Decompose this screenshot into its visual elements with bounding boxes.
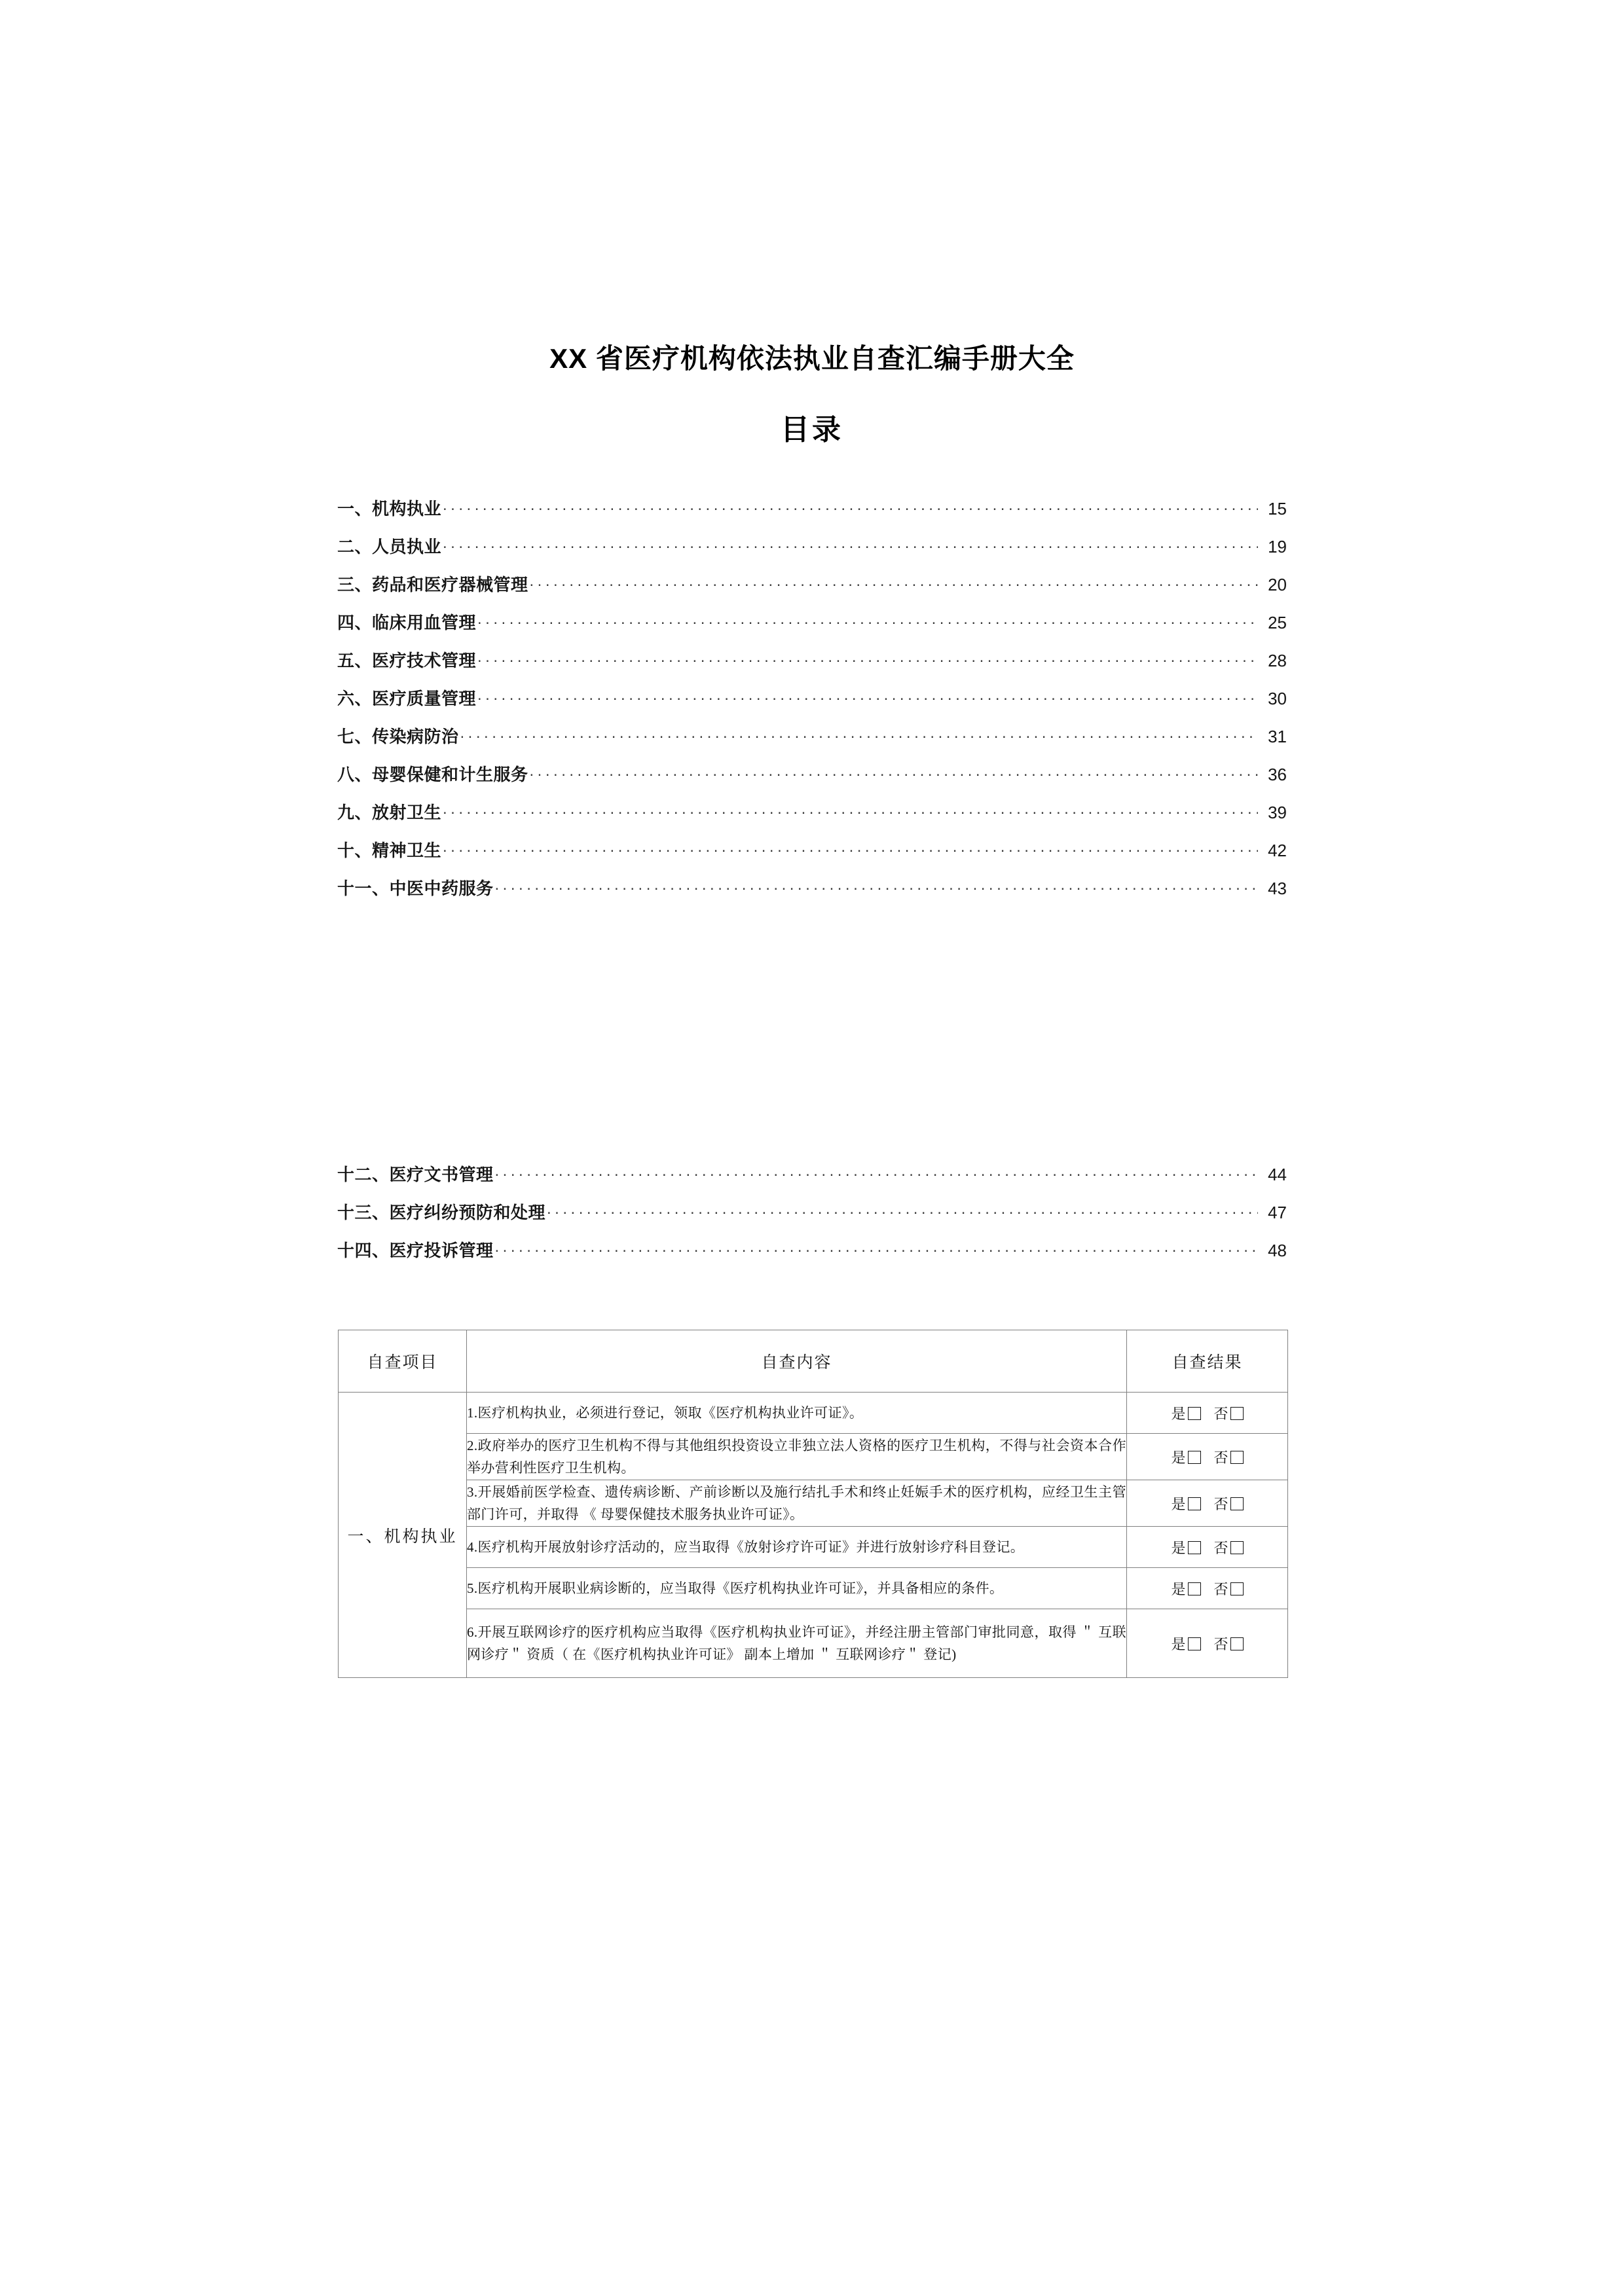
toc-entry[interactable] xyxy=(337,490,1287,528)
toc-entry[interactable] xyxy=(337,718,1287,756)
toc-entry-label: 九、放射卫生 xyxy=(337,803,442,822)
toc-dot-leader xyxy=(530,772,1258,788)
checkbox-icon[interactable] xyxy=(1188,1541,1201,1554)
cell-inspection-content: 5.医疗机构开展职业病诊断的，应当取得《医疗机构执业许可证》，并具备相应的条件。 xyxy=(467,1568,1127,1609)
cell-item-category: 一、机构执业 xyxy=(339,1393,467,1678)
toc-entry-label: 五、医疗技术管理 xyxy=(337,651,477,670)
checkbox-icon[interactable] xyxy=(1230,1541,1244,1554)
checkbox-icon[interactable] xyxy=(1188,1451,1201,1464)
header-result: 自查结果 xyxy=(1127,1330,1288,1393)
toc-dot-leader xyxy=(460,734,1258,750)
checkbox-icon[interactable] xyxy=(1188,1637,1201,1650)
toc-entry[interactable] xyxy=(337,869,1287,907)
toc-entry-page-number: 28 xyxy=(1268,651,1287,670)
cell-inspection-content: 1.医疗机构执业，必须进行登记，领取《医疗机构执业许可证》。 xyxy=(467,1393,1127,1434)
toc-entry-label: 十二、医疗文书管理 xyxy=(337,1165,494,1184)
toc-entry-label: 十一、中医中药服务 xyxy=(337,879,494,898)
result-option-yes[interactable] xyxy=(1171,1447,1200,1467)
cell-inspection-result xyxy=(1127,1527,1288,1568)
toc-entry-page-number: 48 xyxy=(1268,1241,1287,1260)
result-option-yes-label: 是 xyxy=(1171,1539,1186,1556)
toc-entry[interactable] xyxy=(337,831,1287,869)
result-option-yes[interactable] xyxy=(1171,1578,1200,1599)
header-item: 自查项目 xyxy=(339,1330,467,1393)
result-option-no[interactable] xyxy=(1214,1578,1244,1599)
toc-entry-label: 一、机构执业 xyxy=(337,499,442,519)
self-inspection-table xyxy=(338,1330,1288,1678)
toc-entry-label: 三、药品和医疗器械管理 xyxy=(337,575,528,594)
checkbox-icon[interactable] xyxy=(1230,1451,1244,1464)
result-option-yes[interactable] xyxy=(1171,1493,1200,1514)
toc-entry[interactable] xyxy=(337,566,1287,604)
cell-inspection-content: 6.开展互联网诊疗的医疗机构应当取得《医疗机构执业许可证》，并经注册主管部门审批同意，取得 ＂ 互联网诊疗＂ 资质（ 在《医疗机构执业许可证》 副本上增加 ＂ 互联网诊疗＂ 登记) xyxy=(467,1609,1127,1678)
cell-inspection-result xyxy=(1127,1434,1288,1480)
toc-dot-leader xyxy=(443,506,1258,522)
result-option-no[interactable] xyxy=(1214,1537,1244,1558)
toc-entry-label: 十四、医疗投诉管理 xyxy=(337,1241,494,1260)
toc-entry[interactable] xyxy=(337,756,1287,793)
toc-entry-label: 七、传染病防治 xyxy=(337,727,459,746)
toc-entry-page-number: 39 xyxy=(1268,803,1287,822)
toc-entry-page-number: 30 xyxy=(1268,689,1287,708)
result-option-no-label: 否 xyxy=(1213,1635,1228,1652)
table-row xyxy=(339,1434,1288,1480)
toc-dot-leader xyxy=(495,1172,1258,1188)
toc-dot-leader xyxy=(495,1248,1258,1264)
cell-inspection-result xyxy=(1127,1480,1288,1527)
checkbox-icon[interactable] xyxy=(1230,1497,1244,1510)
result-option-yes-label: 是 xyxy=(1171,1635,1186,1652)
result-option-yes-label: 是 xyxy=(1171,1495,1186,1512)
table-header-row xyxy=(339,1330,1288,1393)
toc-entry-page-number: 47 xyxy=(1268,1203,1287,1222)
result-option-no-label: 否 xyxy=(1213,1539,1228,1556)
toc-list-primary xyxy=(337,490,1287,907)
toc-entry-label: 二、人员执业 xyxy=(337,537,442,556)
table-row xyxy=(339,1568,1288,1609)
checkbox-icon[interactable] xyxy=(1188,1582,1201,1595)
toc-entry[interactable] xyxy=(337,528,1287,566)
toc-list-continued xyxy=(337,1156,1287,1269)
toc-entry-page-number: 25 xyxy=(1268,613,1287,632)
result-option-no-label: 否 xyxy=(1213,1449,1228,1466)
checkbox-icon[interactable] xyxy=(1230,1637,1244,1650)
checkbox-icon[interactable] xyxy=(1230,1582,1244,1595)
toc-dot-leader xyxy=(477,620,1258,636)
result-option-no-label: 否 xyxy=(1213,1580,1228,1597)
toc-entry-page-number: 15 xyxy=(1268,499,1287,519)
toc-heading: 目录 xyxy=(781,414,843,446)
toc-entry-page-number: 44 xyxy=(1268,1165,1287,1184)
table-row xyxy=(339,1480,1288,1527)
toc-entry-label: 六、医疗质量管理 xyxy=(337,689,477,708)
toc-entry-page-number: 43 xyxy=(1268,879,1287,898)
cell-inspection-result xyxy=(1127,1609,1288,1678)
toc-dot-leader xyxy=(443,810,1258,826)
toc-dot-leader xyxy=(477,696,1258,712)
toc-entry-page-number: 36 xyxy=(1268,765,1287,784)
result-option-yes-label: 是 xyxy=(1171,1449,1186,1466)
toc-entry[interactable] xyxy=(337,1194,1287,1231)
toc-entry[interactable] xyxy=(337,1156,1287,1194)
toc-dot-leader xyxy=(477,658,1258,674)
toc-entry[interactable] xyxy=(337,642,1287,680)
toc-dot-leader xyxy=(530,582,1258,598)
result-option-yes[interactable] xyxy=(1171,1537,1200,1558)
result-option-yes[interactable] xyxy=(1171,1633,1200,1654)
toc-entry-label: 十三、医疗纠纷预防和处理 xyxy=(337,1203,546,1222)
result-option-yes-label: 是 xyxy=(1171,1580,1186,1597)
toc-entry[interactable] xyxy=(337,793,1287,831)
result-option-no[interactable] xyxy=(1214,1633,1244,1654)
toc-entry[interactable] xyxy=(337,1231,1287,1269)
toc-entry-page-number: 20 xyxy=(1268,575,1287,594)
checkbox-icon[interactable] xyxy=(1230,1407,1244,1420)
cell-inspection-content: 4.医疗机构开展放射诊疗活动的，应当取得《放射诊疗许可证》并进行放射诊疗科目登记。 xyxy=(467,1527,1127,1568)
toc-dot-leader xyxy=(495,886,1258,902)
result-option-no-label: 否 xyxy=(1213,1495,1228,1512)
cell-inspection-content: 3.开展婚前医学检查、遗传病诊断、产前诊断以及施行结扎手术和终止妊娠手术的医疗机构，应经卫生主管部门许可，并取得 《 母婴保健技术服务执业许可证》。 xyxy=(467,1480,1127,1527)
toc-entry[interactable] xyxy=(337,604,1287,642)
toc-entry-page-number: 19 xyxy=(1268,537,1287,556)
cell-inspection-content: 2.政府举办的医疗卫生机构不得与其他组织投资设立非独立法人资格的医疗卫生机构，不得与社会资本合作举办营利性医疗卫生机构。 xyxy=(467,1434,1127,1480)
result-option-no[interactable] xyxy=(1214,1493,1244,1514)
result-option-yes-label: 是 xyxy=(1171,1405,1186,1422)
checkbox-icon[interactable] xyxy=(1188,1497,1201,1510)
document-title: XX 省医疗机构依法执业自查汇编手册大全 xyxy=(549,343,1075,374)
table-row xyxy=(339,1527,1288,1568)
cell-inspection-result xyxy=(1127,1393,1288,1434)
result-option-yes[interactable] xyxy=(1171,1403,1200,1423)
checkbox-icon[interactable] xyxy=(1188,1407,1201,1420)
toc-entry[interactable] xyxy=(337,680,1287,718)
toc-entry-label: 十、精神卫生 xyxy=(337,841,442,860)
cell-inspection-result xyxy=(1127,1568,1288,1609)
toc-dot-leader xyxy=(443,544,1258,560)
toc-dot-leader xyxy=(547,1210,1258,1226)
toc-entry-label: 八、母婴保健和计生服务 xyxy=(337,765,528,784)
toc-dot-leader xyxy=(443,848,1258,864)
toc-entry-page-number: 42 xyxy=(1268,841,1287,860)
header-content: 自查内容 xyxy=(467,1330,1127,1393)
result-option-no[interactable] xyxy=(1214,1447,1244,1467)
result-option-no[interactable] xyxy=(1214,1403,1244,1423)
toc-entry-label: 四、临床用血管理 xyxy=(337,613,477,632)
result-option-no-label: 否 xyxy=(1213,1405,1228,1422)
table-row xyxy=(339,1609,1288,1678)
toc-entry-page-number: 31 xyxy=(1268,727,1287,746)
table-row xyxy=(339,1393,1288,1434)
